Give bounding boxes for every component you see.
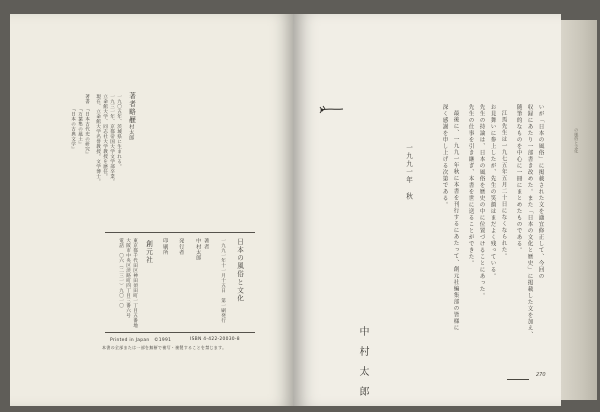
afterword-date: 一九九一年 秋 <box>404 144 413 201</box>
printed-in-japan: Printed in Japan ©1991 <box>110 338 172 343</box>
author-label: 著者 <box>203 238 210 250</box>
text-line: お見舞いに参上したが、先生の笑顔はまだよく残っている。 <box>489 104 496 280</box>
text-line: 最後に、一九九一年秋に本書を刊行するにあたって、創元社編集部の皆様に <box>452 110 459 331</box>
text-line: 先生の持論は、日本の風俗を歴史の中に位置づけることにあった。 <box>478 104 485 299</box>
decorative-sprig-icon <box>319 101 345 117</box>
text-line: 先生の仕事を引き継ぎ、本書を世に送ることができた。 <box>467 104 474 267</box>
bio-name: 中村太郎 <box>128 118 135 141</box>
colophon-author: 中村太郎 <box>195 238 202 261</box>
page-number: 270 <box>536 372 546 378</box>
page-number-rule <box>507 379 529 380</box>
bio-line: 現在、立命館大学名誉教授。文学博士。 <box>95 94 101 184</box>
left-page-colophon <box>10 14 293 406</box>
printer-label: 印刷所 <box>162 238 169 256</box>
author-signature: 中村太郎 <box>357 326 368 406</box>
text-line: 深く感謝を申し上げる次第である。 <box>441 104 448 208</box>
bio-line: 『万葉集の風土』 <box>77 94 83 147</box>
text-line: 江馬先生は一九七五年五月二十日になくなられた。 <box>500 110 507 260</box>
colophon-rule-bottom <box>105 332 255 333</box>
bio-line: 著書 『日本古代史の研究』 <box>84 94 90 157</box>
publisher-phone: 電話 〇六（二三一）九〇一〇 <box>118 238 124 308</box>
publisher-address: 大阪市中央区淡路町四丁目三番六号 <box>125 238 131 318</box>
bio-line: 『日本の古典文学』 <box>70 94 76 152</box>
bio-line: 一九〇五年、茨城県に生まれる。 <box>116 94 122 169</box>
copyright-notice: 本書の全部または一部を無断で複写・複製することを禁じます。 <box>102 345 227 350</box>
publication-date: 一九九一年十一月十五日 第一刷発行 <box>220 238 226 323</box>
publisher-address: 東京都千代田区神田須田町一丁目五番地 <box>132 238 138 328</box>
text-line: 随筆的なものを中心に一冊にまとめたものである。 <box>515 104 522 254</box>
bio-heading: 著者略歴 <box>127 92 136 125</box>
right-page-afterword <box>293 14 561 406</box>
bio-line: 一九三一年、京都帝国大学文学部卒業。 <box>109 94 115 184</box>
publisher-company: 創元社 <box>144 240 153 265</box>
isbn: ISBN 4-422-20030-8 <box>190 337 240 342</box>
text-line: いが「日本の風俗」に掲載された文を適宜修正して、今回の <box>537 104 544 280</box>
edge-running-text: の風俗と文化 <box>574 128 580 154</box>
bio-line: 立命館大学、同志社大学教授を歴任。 <box>102 94 108 179</box>
page-edges <box>561 20 597 400</box>
book-title: 日本の風俗と文化 <box>235 238 244 303</box>
colophon-rule-top <box>105 232 255 233</box>
publisher-label: 発行者 <box>178 238 185 256</box>
text-line: 収録にあたり一部書き改めた。また「日本の文化と歴史」に掲載した文を加え、 <box>526 104 533 338</box>
